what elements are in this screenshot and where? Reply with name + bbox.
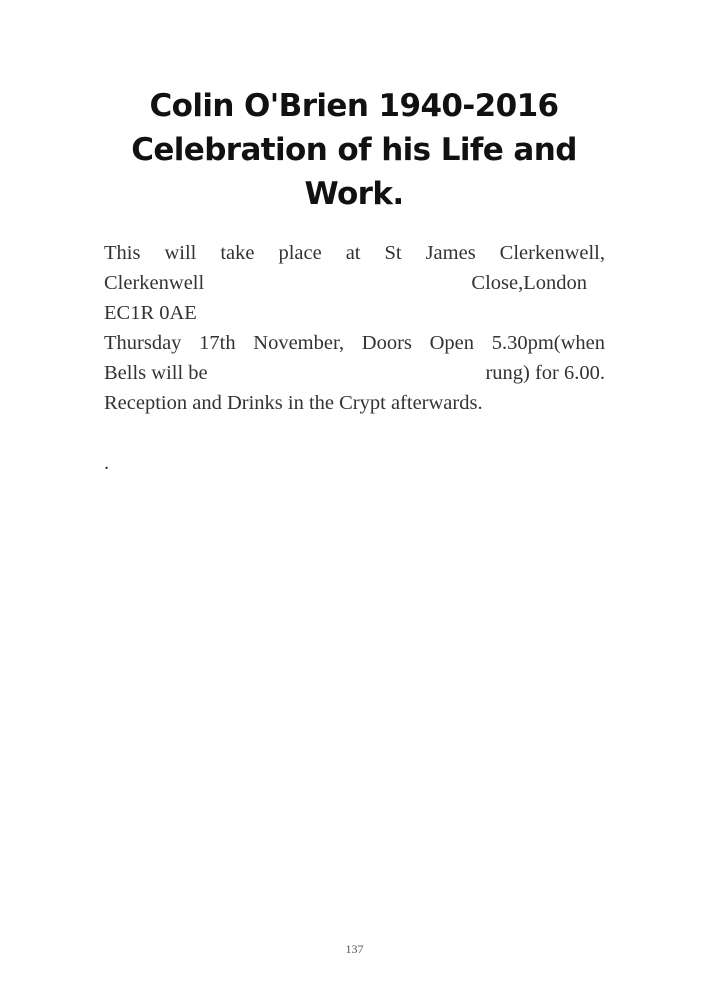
title-line-2: Celebration of his Life and: [131, 132, 577, 168]
word: November,: [253, 332, 345, 354]
word: take: [220, 242, 255, 264]
date-line: [104, 328, 605, 358]
word: place: [278, 242, 322, 264]
bells-text: Bells will be: [104, 362, 208, 384]
reception-text: Reception and Drinks in the Crypt afterwards.: [104, 392, 483, 414]
event-details: [104, 238, 605, 478]
word: will: [164, 242, 197, 264]
address-line: [104, 268, 605, 298]
word: at: [345, 242, 361, 264]
bells-time: rung) for 6.00.: [485, 362, 605, 384]
postcode-line: [104, 298, 605, 328]
word: 17th: [199, 332, 236, 354]
trailing-line: [104, 448, 605, 478]
address-street: Clerkenwell: [104, 272, 205, 294]
page-title: [104, 84, 604, 216]
venue-line: [104, 238, 605, 268]
word: Thursday: [104, 332, 182, 354]
address-city: Close,London: [471, 272, 587, 294]
postcode: EC1R 0AE: [104, 302, 197, 324]
blank-line: [104, 418, 605, 448]
reception-line: [104, 388, 605, 418]
bells-line: [104, 358, 605, 388]
word: 5.30pm(when: [491, 332, 605, 354]
word: Clerkenwell,: [499, 242, 605, 264]
word: Open: [429, 332, 474, 354]
word: James: [425, 242, 476, 264]
trailing-period: .: [104, 452, 110, 474]
word: St: [384, 242, 402, 264]
word: This: [104, 242, 141, 264]
word: Doors: [361, 332, 412, 354]
page-number: 137: [345, 942, 364, 956]
title-line-3: Work.: [304, 176, 404, 212]
title-line-1: Colin O'Brien 1940-2016: [149, 88, 559, 124]
